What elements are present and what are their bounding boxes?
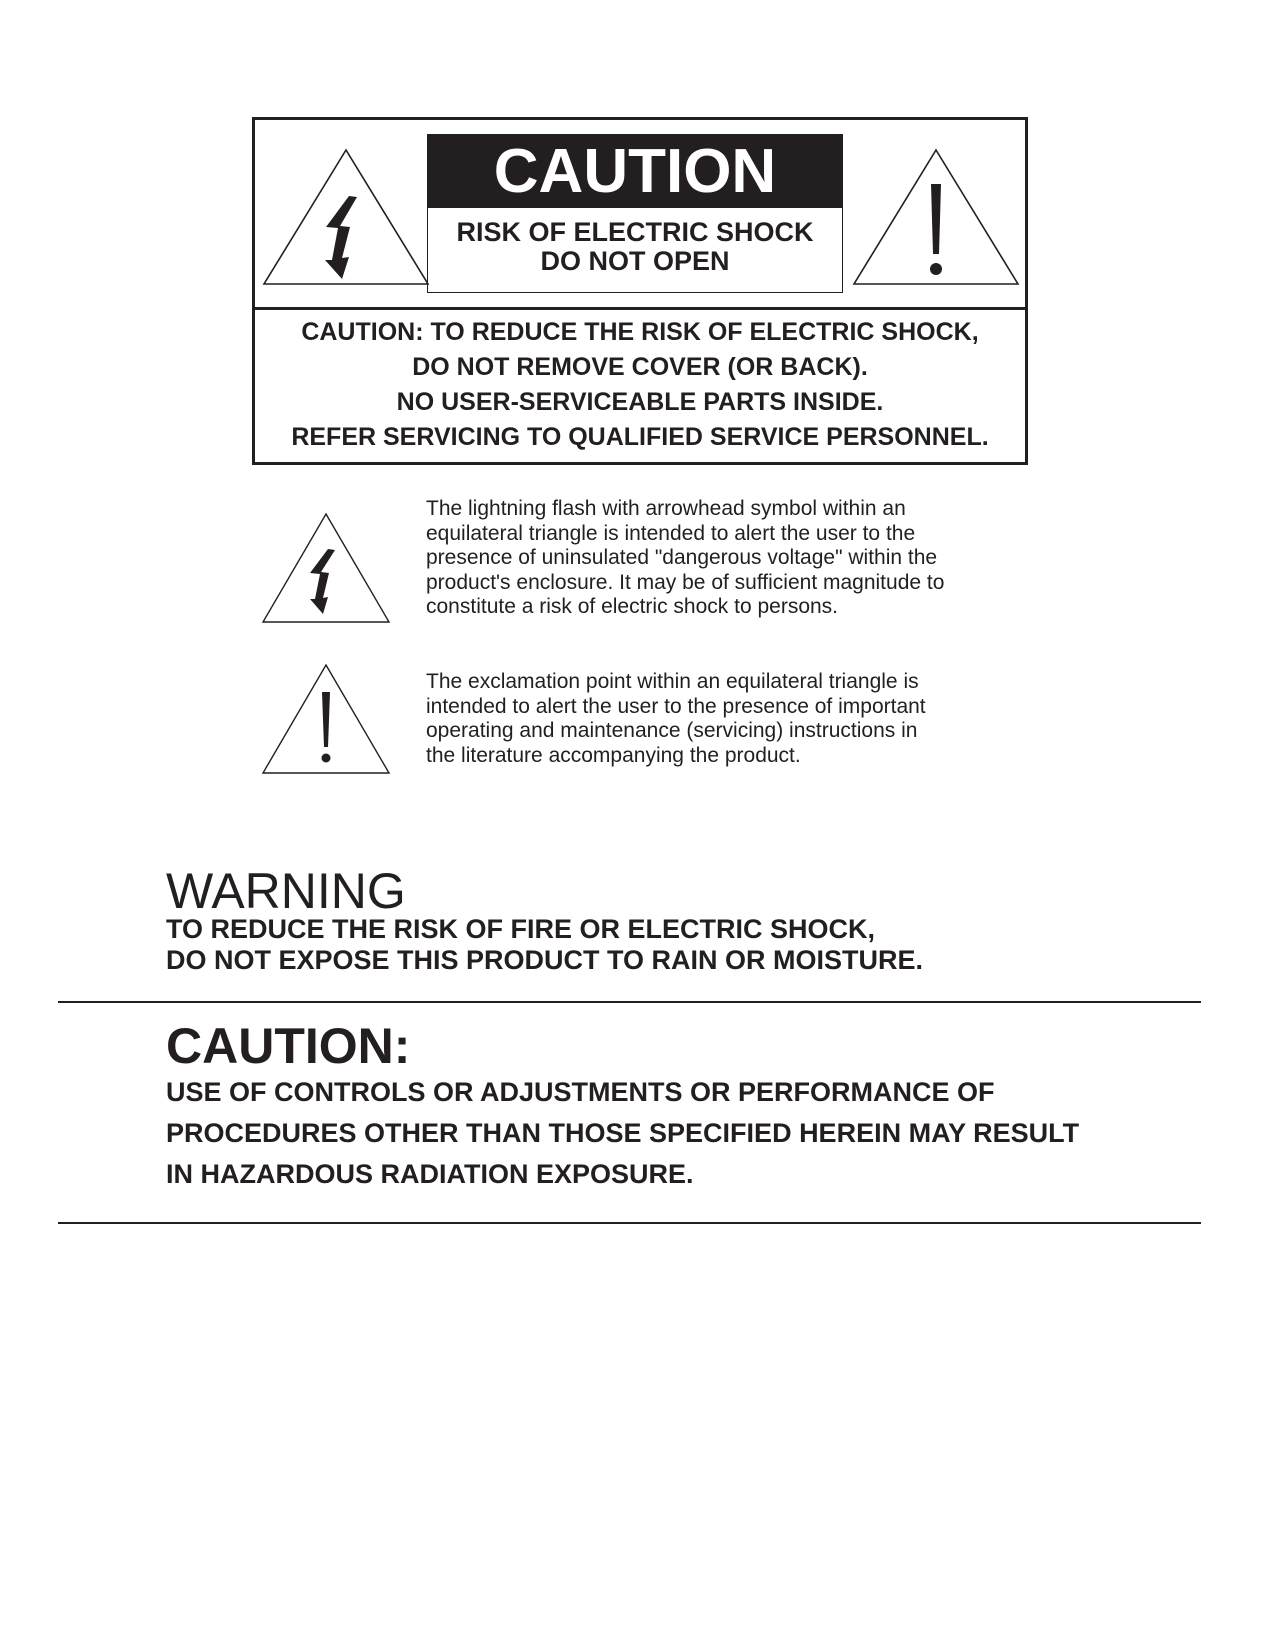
caution-heading: CAUTION: [428, 135, 842, 208]
description-line: equilateral triangle is intended to alert the user to the: [426, 521, 916, 545]
description-line: product's enclosure. It may be of sufficient magnitude to: [426, 570, 945, 594]
caution-notice-line: NO USER-SERVICEABLE PARTS INSIDE.: [396, 388, 884, 416]
exclamation-triangle-icon: [851, 147, 1021, 287]
warning-line: TO REDUCE THE RISK OF FIRE OR ELECTRIC SHOCK,: [166, 914, 876, 944]
caution-line: IN HAZARDOUS RADIATION EXPOSURE.: [166, 1159, 694, 1189]
exclamation-symbol-explanation: [260, 670, 1020, 800]
description-line: The lightning flash with arrowhead symbol within an: [426, 497, 906, 520]
caution-panel: [427, 134, 843, 293]
caution-label: [252, 117, 1028, 465]
lightning-triangle-icon: [261, 147, 431, 287]
warning-title: WARNING: [166, 863, 406, 919]
description-line: the literature accompanying the product.: [426, 743, 801, 767]
warning-text: [166, 914, 923, 976]
caution-notice-line: REFER SERVICING TO QUALIFIED SERVICE PERSONNEL.: [291, 423, 989, 451]
lightning-symbol-explanation: [260, 497, 1020, 627]
exclamation-symbol-description: [426, 670, 1016, 768]
description-line: operating and maintenance (servicing) instructions in: [426, 719, 918, 742]
lightning-symbol-description: [426, 497, 1016, 620]
exclamation-triangle-icon: [260, 662, 392, 776]
warning-line: DO NOT EXPOSE THIS PRODUCT TO RAIN OR MOISTURE.: [166, 945, 924, 975]
caution-subheading-line: RISK OF ELECTRIC SHOCK: [456, 217, 814, 247]
caution-line: PROCEDURES OTHER THAN THOSE SPECIFIED HEREIN MAY RESULT: [166, 1118, 1080, 1148]
caution-text: [166, 1072, 1079, 1195]
caution-notice-line: CAUTION: TO REDUCE THE RISK OF ELECTRIC SHOCK,: [301, 318, 979, 346]
description-line: The exclamation point within an equilateral triangle is: [426, 670, 919, 693]
caution-notice-line: DO NOT REMOVE COVER (OR BACK).: [412, 353, 868, 381]
description-line: intended to alert the user to the presence of important: [426, 694, 926, 718]
divider: [58, 1001, 1201, 1003]
description-line: constitute a risk of electric shock to persons.: [426, 595, 839, 618]
divider: [58, 1222, 1201, 1224]
caution-line: USE OF CONTROLS OR ADJUSTMENTS OR PERFORMANCE OF: [166, 1077, 995, 1107]
caution-title: CAUTION:: [166, 1018, 411, 1074]
caution-label-header: [255, 120, 1025, 310]
caution-notice: [255, 312, 1025, 455]
description-line: presence of uninsulated "dangerous voltage" within the: [426, 546, 938, 569]
caution-subheading: [428, 208, 842, 276]
caution-subheading-line: DO NOT OPEN: [540, 246, 730, 276]
lightning-triangle-icon: [260, 511, 392, 625]
